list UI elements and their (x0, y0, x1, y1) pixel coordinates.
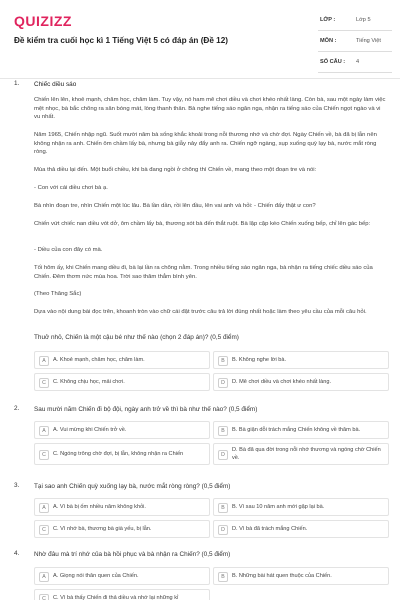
option-text: D. Bà đã qua đời trong nỗi nhớ thương và ngóng chờ Chiến về. (232, 447, 381, 461)
option-text: B. Bà giận dỗi trách mắng Chiến không về thăm bà. (232, 427, 361, 433)
meta-value: Tiếng Việt (356, 38, 381, 44)
question-number: 3. (14, 482, 20, 489)
option-letter: B (218, 572, 228, 582)
meta-table (318, 10, 392, 73)
option-text: C. Không chịu học, mải chơi. (53, 379, 125, 385)
option-text: C. Vì nhớ bà, thương bà già yếu, bị lẫn. (53, 526, 152, 532)
passage-paragraph: - Con với cái diều chơi bà ạ. (34, 185, 108, 191)
option-letter: C (39, 525, 49, 535)
meta-value: Lớp 5 (356, 17, 371, 23)
answer-option-b[interactable] (213, 421, 389, 439)
question-number: 4. (14, 550, 20, 557)
passage-paragraph: Mùa thả diều lại đến. Một buổi chiều, khi bà đang ngồi ở chõng thì Chiến về, mang theo một đoạn tre và nói: (34, 167, 317, 173)
answer-option-c[interactable] (34, 373, 210, 391)
option-text: A. Khoẻ mạnh, chăm học, chăm làm. (53, 357, 145, 363)
passage-paragraph: Năm 1965, Chiến nhập ngũ. Suốt mười năm bà sống khắc khoải trong nỗi thương nhớ và chờ đợi. Ngày Chiến về, bà đã bị lẫn nên không nhận ra anh. Chiến ôm chầm lấy bà, nhưng bà giẫy nảy đẩy anh ra. Chiến ngỡ ngàng, sụp xuống quỳ lạy bà, nước mắt ròng ròng. (34, 132, 377, 156)
option-letter: A (39, 572, 49, 582)
option-letter: C (39, 594, 49, 600)
passage-heading: Chiếc diều sáo (34, 81, 77, 88)
question-text: Thuở nhỏ, Chiến là một cậu bé như thế nào (chọn 2 đáp án)? (0,5 điểm) (34, 334, 239, 341)
answer-option-a[interactable] (34, 421, 210, 439)
answer-option-c[interactable] (34, 520, 210, 538)
document-title: Đề kiểm tra cuối học kì 1 Tiếng Việt 5 có đáp án (Đề 12) (14, 36, 229, 45)
header-divider (0, 78, 400, 79)
option-letter: D (218, 378, 228, 388)
passage-paragraph: Chiến lên lên, khoẻ mạnh, chăm học, chăm làm. Tuy vậy, nó ham mê chơi diều và chơi khéo nhất làng. Còn bà, sau một ngày làm việc mệt nhọc, bà bắc chõng ra sân bóng mát, lòng thanh thản. Bà nghe tiếng sáo ngân nga, nhận ra tiếng sáo của Chiến ngọt ngào và vi vu nhất. (34, 97, 386, 121)
answer-option-b[interactable] (213, 567, 389, 585)
meta-row-class (318, 10, 392, 31)
meta-key: MÔN : (320, 38, 337, 44)
passage-instruction: Dựa vào nội dung bài đọc trên, khoanh tròn vào chữ cái đặt trước câu trả lời đúng nhất hoặc làm theo yêu cầu của mỗi câu hỏi. (34, 309, 367, 315)
meta-key: SỐ CÂU : (320, 59, 346, 65)
meta-key: LỚP : (320, 17, 336, 23)
answer-option-a[interactable] (34, 498, 210, 516)
question-text: Nhờ đâu mà trí nhớ của bà hồi phục và bà nhận ra Chiến? (0,5 điểm) (34, 551, 231, 558)
passage-paragraph: Chiến vứt chiếc nan diều vót dở, ôm chầm lấy bà, thương xót bà đến thắt ruột. Bà lặp cặp kéo Chiến xuống bếp, chỉ lên gác bếp: (34, 221, 371, 227)
passage-paragraph: Bà nhìn đoạn tre, nhìn Chiến một lúc lâu. Bà lần dần, rồi lên đầu, lên vai anh và hỏi: - Chiến đấy thật ư con? (34, 203, 316, 209)
option-letter: C (39, 378, 49, 388)
answer-option-d[interactable] (213, 520, 389, 538)
option-text: A. Vui mừng khi Chiến trở về. (53, 427, 127, 433)
answer-option-d[interactable] (213, 443, 389, 465)
worksheet-header (0, 0, 400, 76)
passage-source: (Theo Thăng Sắc) (34, 291, 82, 297)
option-letter: C (39, 450, 49, 460)
option-letter: A (39, 356, 49, 366)
answer-option-b[interactable] (213, 498, 389, 516)
option-text: B. Không nghe lời bà. (232, 357, 287, 363)
option-letter: B (218, 503, 228, 513)
option-letter: D (218, 525, 228, 535)
meta-row-subject (318, 31, 392, 52)
answer-option-c[interactable] (34, 443, 210, 465)
answer-option-d[interactable] (213, 373, 389, 391)
answer-option-a[interactable] (34, 567, 210, 585)
option-text: A. Giọng nói thân quen của Chiến. (53, 573, 139, 579)
question-text: Tại sao anh Chiến quỳ xuống lạy bà, nước mắt ròng ròng? (0,5 điểm) (34, 483, 231, 490)
option-letter: D (218, 450, 228, 460)
option-text: C. Vì bà thấy Chiến đi thả diều và nhớ lại những kỉ (53, 595, 179, 600)
option-text: C. Ngóng trông chờ đợi, bị lẫn, không nhận ra Chiến (53, 451, 184, 457)
option-letter: A (39, 503, 49, 513)
question-number: 1. (14, 80, 20, 87)
option-text: D. Mê chơi diều và chơi khéo nhất làng. (232, 379, 332, 385)
question-text: Sau mười năm Chiến đi bộ đội, ngày anh trở về thì bà như thế nào? (0,5 điểm) (34, 406, 258, 413)
option-letter: B (218, 356, 228, 366)
option-letter: B (218, 426, 228, 436)
quizizz-logo: QUIZIZZ (14, 13, 72, 29)
option-text: B. Vì sau 10 năm anh mới gặp lại bà. (232, 504, 325, 510)
question-number: 2. (14, 405, 20, 412)
option-text: D. Vì bà đã trách mắng Chiến. (232, 526, 308, 532)
answer-option-b[interactable] (213, 351, 389, 369)
passage-paragraph: - Diều của con đây có mà. (34, 247, 103, 253)
meta-row-question-count (318, 52, 392, 73)
meta-value: 4 (356, 59, 360, 65)
option-text: A. Vì bà bị ốm nhiều năm không khỏi. (53, 504, 146, 510)
passage-paragraph: Tối hôm ấy, khi Chiến mang diều đi, bà lại lần ra chõng nằm. Trong nhiều tiếng sáo ngân nga, bà nhận ra tiếng chiếc diều sáo của Chiến. Đêm thơm nức mùa hoa. Trời sao thăm thẳm bình yên. (34, 265, 373, 280)
option-letter: A (39, 426, 49, 436)
answer-option-a[interactable] (34, 351, 210, 369)
answer-option-c[interactable] (34, 589, 210, 600)
option-text: B. Những bài hát quen thuộc của Chiến. (232, 573, 332, 579)
